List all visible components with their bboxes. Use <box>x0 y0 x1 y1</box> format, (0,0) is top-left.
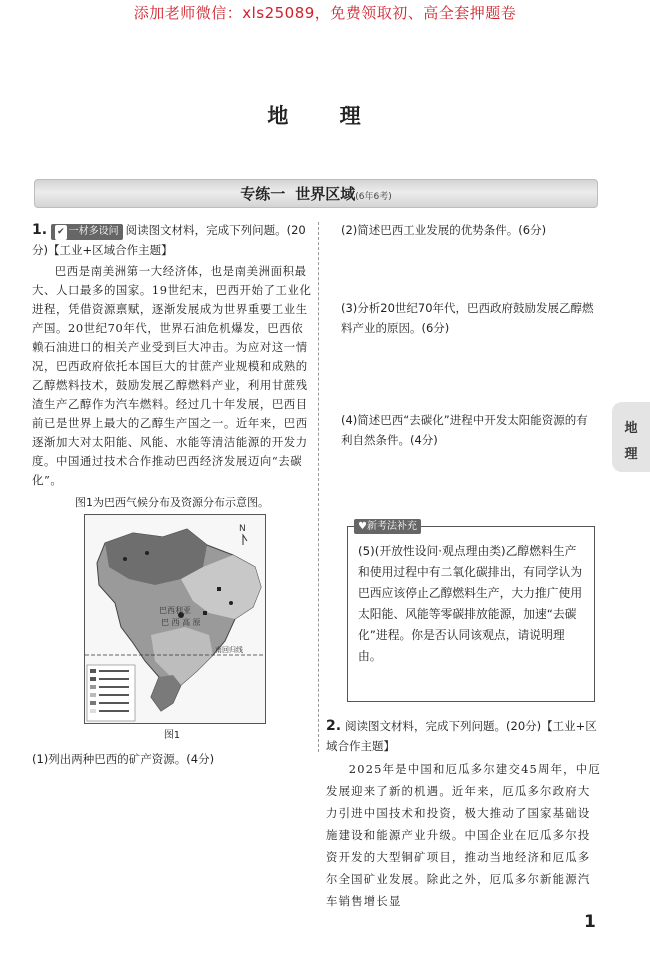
supplement-box <box>347 521 595 702</box>
brazil-map-svg <box>85 515 265 723</box>
supplement-tag-label: 新考法补充 <box>366 521 417 532</box>
page-title: 地 理 <box>267 104 383 128</box>
left-column <box>32 220 312 769</box>
supplement-tag-icon: ♥ <box>358 521 367 532</box>
q1-header <box>32 220 312 260</box>
q1-tag <box>51 224 123 240</box>
side-tab-char-1: 地 <box>624 421 638 436</box>
q1-material: 巴西是南美洲第一大经济体，也是南美洲面积最大、人口最多的国家。19世纪末，巴西开始了工业化进程，凭借资源禀赋，逐渐发展成为世界重要工业生产国。20世纪70年代，世界石油危机爆发，巴西依赖石油进口的相关产业受到巨大冲击。为应对这一情况，巴西政府依托本国巨大的甘蔗产业规模和成熟的乙醇燃料技术，鼓励发展乙醇燃料产业，利用甘蔗残渣生产乙醇作为汽车燃料。经过几十年发展，巴西目前已是世界上最大的乙醇生产国之一。近年来，巴西逐渐加大对太阳能、风能、水能等清洁能源的开发力度。中国通过技术合作推动巴西经济发展迈向“去碳化”。 <box>32 264 312 487</box>
brazil-map <box>84 514 266 724</box>
q1-sub1: (1)列出两种巴西的矿产资源。(4分) <box>32 752 215 766</box>
map-plateau-label: 巴 西 高 原 <box>161 618 201 627</box>
q1-intro: 阅读图文材料，完成下列问题。(20分)【工业+区域合作主题】 <box>32 223 306 257</box>
map-north-label: N <box>239 524 246 534</box>
q2-number: 2. <box>326 718 342 734</box>
q1-figure-label: 图1 <box>163 730 181 741</box>
question-2 <box>326 716 602 912</box>
supplement-tag <box>354 519 421 534</box>
q1-sub3: (3)分析20世纪70年代，巴西政府鼓励发展乙醇燃料产业的原因。(6分) <box>341 301 594 335</box>
side-tab-char-2: 理 <box>624 447 638 462</box>
map-city-label: 巴西利亚 <box>159 606 191 615</box>
banner-title: 专练一 <box>240 185 286 203</box>
column-divider <box>318 222 319 752</box>
q1-sub4: (4)简述巴西“去碳化”进程中开发太阳能资源的有利自然条件。(4分) <box>341 413 588 447</box>
q1-sub2: (2)简述巴西工业发展的优势条件。(6分) <box>341 223 547 237</box>
page-number: 1 <box>584 912 596 932</box>
supplement-text: (5)(开放性设问·观点理由类)乙醇燃料生产和使用过程中有二氧化碳排出，有同学认为巴西应该停止乙醇燃料生产，大力推广使用太阳能、风能等零碳排放能源，加速“去碳化”进程。你是否认同该观点，请说明理由。 <box>358 544 583 663</box>
q1-figure-caption: 图1为巴西气候分布及资源分布示意图。 <box>75 496 269 509</box>
check-icon: ✔ <box>55 225 67 240</box>
watermark: 添加老师微信：xls25089，免费领取初、高全套押题卷 <box>133 4 517 22</box>
section-banner <box>34 179 598 208</box>
subject-side-tab <box>612 402 650 472</box>
q2-header <box>326 716 602 756</box>
q1-tag-label: 一材多设问 <box>68 226 119 237</box>
q2-material: 2025年是中国和厄瓜多尔建交45周年，中厄发展迎来了新的机遇。近年来，厄瓜多尔政府大力引进中国技术和投资，极大推动了国家基础设施建设和能源产业升级。中国企业在厄瓜多尔投资开发的大型铜矿项目，推动当地经济和厄瓜多尔全国矿业发展。除此之外，厄瓜多尔新能源汽车销售增长显 <box>326 762 601 908</box>
banner-subtitle: 世界区域 <box>295 185 356 203</box>
banner-note: (6年6考) <box>355 192 392 202</box>
right-column <box>341 220 599 450</box>
map-tropic-label: 南回归线 <box>215 646 243 654</box>
q2-intro: 阅读图文材料，完成下列问题。(20分)【工业+区域合作主题】 <box>326 719 597 753</box>
q1-number: 1. <box>32 222 48 238</box>
